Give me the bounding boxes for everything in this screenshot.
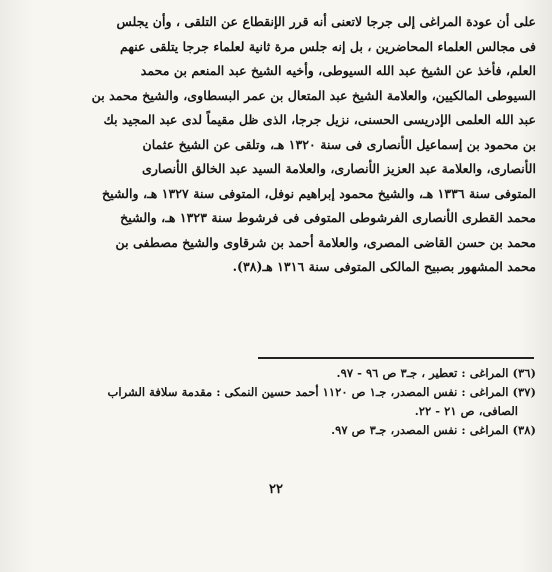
body-line: محمد المشهور بصبيح المالكى المتوفى سنة ١٣١٦ هـ(٣٨). <box>232 259 536 274</box>
footnote-divider <box>258 357 534 359</box>
footnotes <box>20 364 536 440</box>
body-paragraph <box>20 10 536 280</box>
body-line: الأنصارى، والعلامة عبد العزيز الأنصارى، والعلامة السيد عبد الخالق الأنصارى <box>141 161 536 176</box>
footnote-37: (٣٧) المراغى : نفس المصدر، جـ١ ص ١١٢٠ أحمد حسين النمكى : مقدمة سلافة الشراب <box>107 385 536 399</box>
body-line: محمد القطرى الأنصارى الفرشوطى المتوفى فى فرشوط سنة ١٣٢٣ هـ، والشيخ <box>120 210 536 225</box>
footnote-38: (٣٨) المراغى : نفس المصدر، جـ٣ ص ٩٧. <box>331 423 536 437</box>
body-line: السيوطى المالكيين، والعلامة الشيخ عبد المتعال بن عمر البسطاوى، والشيخ محمد بن <box>91 87 536 103</box>
body-line: العلم، فأخذ عن الشيخ عبد الله السيوطى، وأخيه الشيخ عبد المنعم بن محمد <box>140 63 536 78</box>
footnote-37-continuation: الصافى، ص ٢١ - ٢٢. <box>414 404 518 418</box>
footnote-36: (٣٦) المراغى : تعطير ، جـ٣ ص ٩٦ - ٩٧. <box>336 366 536 380</box>
body-line: فى مجالس العلماء المحاضرين ، بل إنه جلس مرة ثانية لعلماء جرجا يتلقى عنهم <box>120 38 536 54</box>
body-line: المتوفى سنة ١٣٣٦ هـ، والشيخ محمود إبراهيم نوفل، المتوفى سنة ١٣٢٧ هـ، والشيخ <box>102 185 536 201</box>
body-line: محمد بن حسن القاضى المصرى، والعلامة أحمد بن شرقاوى والشيخ مصطفى بن <box>115 234 536 250</box>
body-line: عبد الله العلمى الإدريسى الحسنى، نزيل جرجا، الذى ظل مقيماً لدى عبد المجيد بك <box>103 112 536 127</box>
page-number: ٢٢ <box>269 482 283 497</box>
body-line: بن محمود بن إسماعيل الأنصارى فى سنة ١٣٢٠ هـ، وتلقى عن الشيخ عثمان <box>142 136 536 152</box>
body-line: على أن عودة المراغى إلى جرجا لاتعنى أنه قرر الإنقطاع عن التلقى ، وأن يجلس <box>116 14 536 29</box>
